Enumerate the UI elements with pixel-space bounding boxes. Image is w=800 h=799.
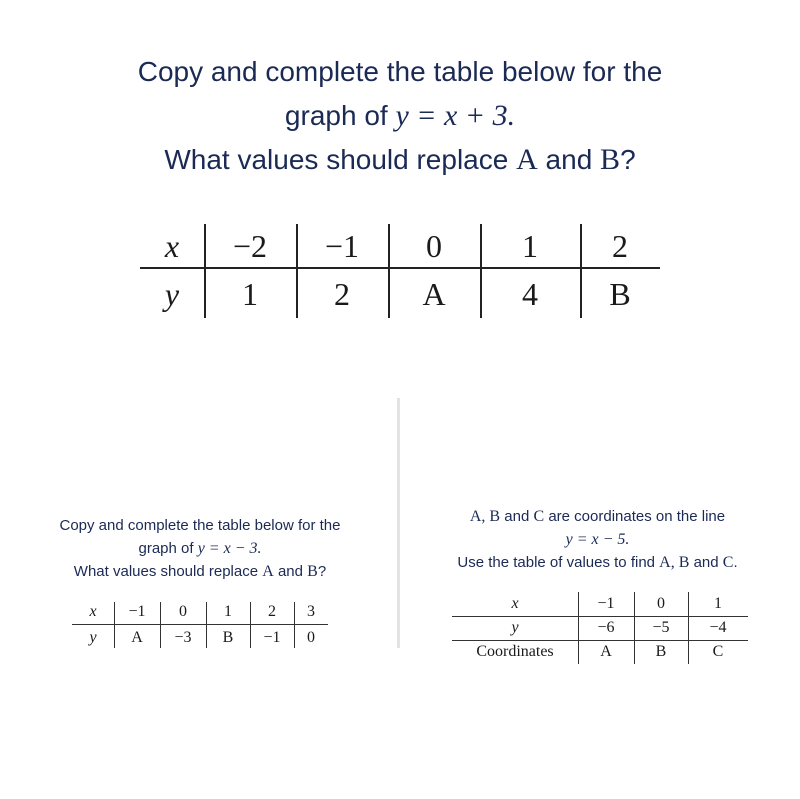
main-y-cell-b: B: [609, 276, 631, 312]
main-x-cell: 2: [612, 228, 628, 264]
left-question-line1: Copy and complete the table below for the: [59, 517, 341, 534]
right-and: and: [500, 508, 534, 525]
right-y-cell: −5: [652, 619, 670, 636]
main-question-line1: Copy and complete the table below for the: [137, 56, 663, 87]
main-var-a: A: [516, 143, 538, 176]
left-x-label: x: [89, 603, 97, 620]
main-y-label: y: [164, 276, 180, 312]
left-question: [30, 514, 370, 583]
main-y-cell: 2: [334, 276, 350, 312]
left-question-graph-of: graph of: [138, 540, 198, 557]
left-x-cell: 1: [224, 603, 232, 620]
right-question: [420, 505, 775, 574]
main-question-graph-of: graph of: [284, 100, 396, 131]
main-and: and: [537, 144, 601, 175]
main-y-cell-a: A: [422, 276, 446, 312]
right-x-label: x: [511, 595, 519, 612]
left-question-line2: [30, 537, 370, 560]
left-y-label: y: [89, 629, 97, 646]
right-question-rest: are coordinates on the line: [544, 508, 726, 525]
main-x-cell: −1: [324, 228, 360, 264]
left-equation: y = x − 3.: [197, 540, 262, 557]
right-and-2: and: [689, 554, 723, 571]
right-y-cell: −6: [597, 619, 615, 636]
main-question: [0, 50, 800, 182]
main-x-cell: 0: [426, 228, 442, 264]
right-coord-a: A: [600, 643, 612, 660]
left-x-cell: 3: [307, 603, 315, 620]
right-coordinates-label: Coordinates: [476, 643, 554, 660]
left-y-cell: −1: [263, 629, 281, 646]
left-y-cell-a: A: [131, 629, 143, 646]
main-equation: y = x + 3.: [395, 99, 516, 132]
left-value-table: [72, 600, 328, 652]
main-x-cell: 1: [522, 228, 538, 264]
right-coord-b: B: [655, 643, 667, 660]
left-y-cell: −3: [174, 629, 192, 646]
left-var-b: B: [307, 563, 318, 580]
main-y-cell: 4: [522, 276, 538, 312]
right-vars-ab: A, B: [469, 508, 501, 525]
main-y-cell: 1: [242, 276, 258, 312]
main-x-label: x: [164, 228, 180, 264]
main-var-b: B: [600, 143, 621, 176]
main-question-prefix: What values should replace: [164, 144, 517, 175]
left-x-cell: 2: [268, 603, 276, 620]
right-question-prefix: Use the table of values to find: [457, 554, 660, 571]
right-period: .: [733, 554, 738, 571]
left-y-cell-b: B: [222, 629, 234, 646]
right-y-cell: −4: [709, 619, 727, 636]
right-value-table: [452, 592, 748, 664]
left-x-cell: 0: [179, 603, 187, 620]
right-x-cell: 1: [714, 595, 722, 612]
right-var-c: C: [533, 508, 545, 525]
right-question-line3: [420, 551, 775, 574]
right-y-label: y: [511, 619, 519, 636]
left-y-cell: 0: [307, 629, 315, 646]
right-coord-c: C: [712, 643, 724, 660]
left-question-mark: ?: [317, 563, 327, 580]
right-var-c-2: C: [722, 554, 734, 571]
main-value-table: [140, 222, 660, 322]
left-question-line3: [30, 560, 370, 583]
left-var-a: A: [262, 563, 274, 580]
main-x-cell: −2: [232, 228, 268, 264]
right-vars-ab-2: A, B: [659, 554, 690, 571]
right-equation: y = x − 5.: [565, 531, 630, 548]
main-question-mark: ?: [620, 144, 636, 175]
main-question-line3: [0, 138, 800, 182]
left-x-cell: −1: [128, 603, 146, 620]
left-question-prefix: What values should replace: [73, 563, 263, 580]
left-table-divider: [72, 624, 328, 625]
main-question-line2: [0, 94, 800, 138]
right-question-line1: [420, 505, 775, 528]
vertical-divider: [397, 398, 400, 648]
right-question-line2: [420, 528, 775, 551]
right-x-cell: −1: [597, 595, 615, 612]
right-x-cell: 0: [657, 595, 665, 612]
left-and: and: [273, 563, 308, 580]
